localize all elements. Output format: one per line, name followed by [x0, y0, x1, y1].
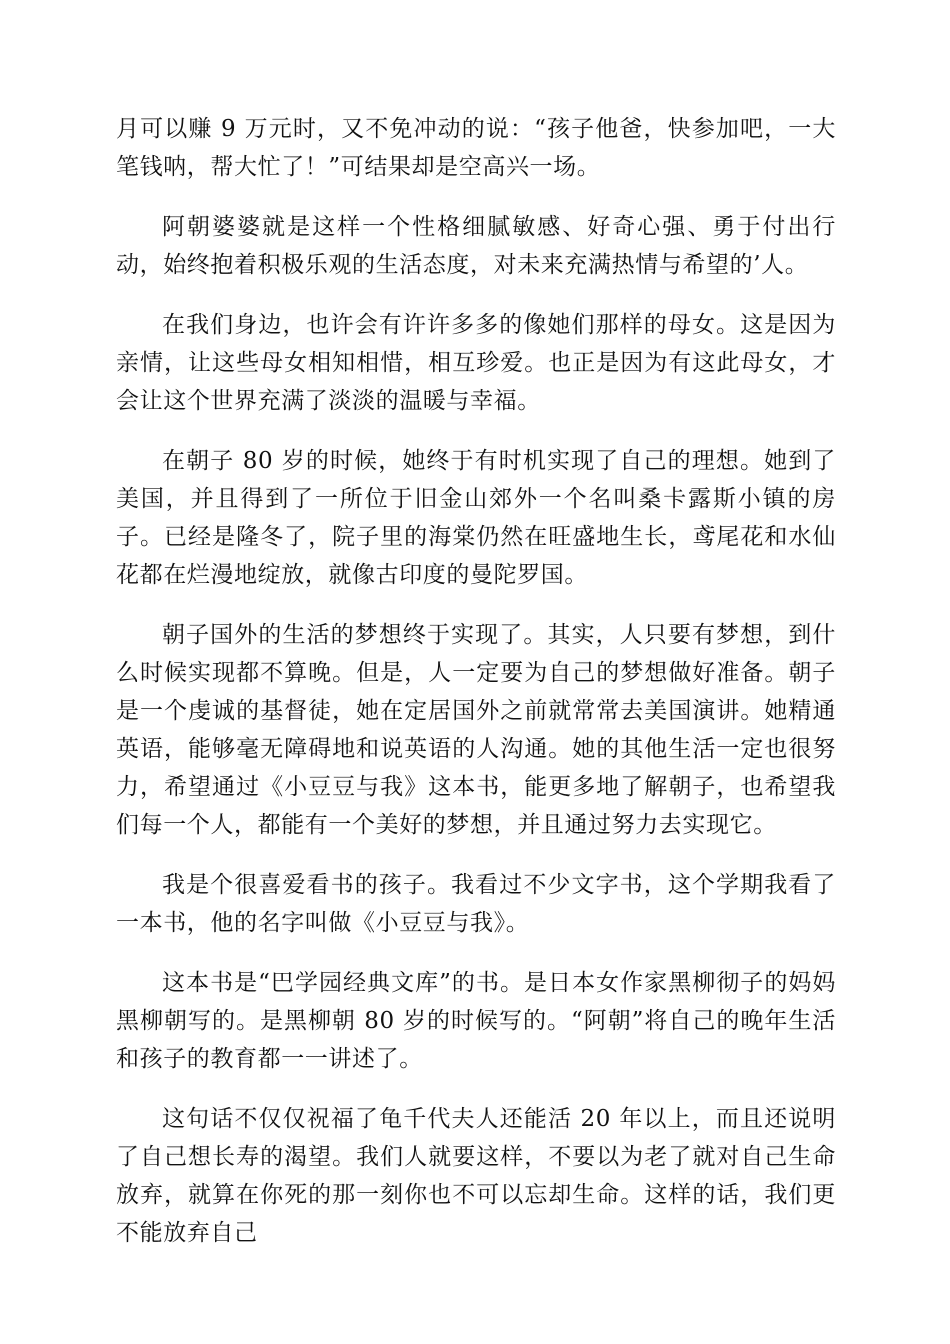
paragraph-8: 这句话不仅仅祝福了龟千代夫人还能活 20 年以上，而且还说明了自己想长寿的渴望。我们人就要这样，不要以为老了就对自己生命放弃，就算在你死的那一刻你也不可以忘却生命。这样的话，我们更不能放弃自己 [116, 1106, 836, 1246]
paragraph-5: 朝子国外的生活的梦想终于实现了。其实，人只要有梦想，到什么时候实现都不算晚。但是，人一定要为自己的梦想做好准备。朝子是一个虔诚的基督徒，她在定居国外之前就常常去美国演讲。她精通英语，能够毫无障碍地和说英语的人沟通。她的其他生活一定也很努力，希望通过《小豆豆与我》这本书，能更多地了解朝子，也希望我们每一个人，都能有一个美好的梦想，并且通过努力去实现它。 [116, 622, 836, 838]
paragraph-4: 在朝子 80 岁的时候，她终于有时机实现了自己的理想。她到了美国，并且得到了一所位于旧金山郊外一个名叫桑卡露斯小镇的房子。已经是隆冬了，院子里的海棠仍然在旺盛地生长，鸢尾花和水仙花都在烂漫地绽放，就像古印度的曼陀罗国。 [116, 448, 836, 588]
paragraph-2: 阿朝婆婆就是这样一个性格细腻敏感、好奇心强、勇于付出行动，始终抱着积极乐观的生活态度，对未来充满热情与希望的’人。 [116, 214, 836, 278]
paragraph-3: 在我们身边，也许会有许许多多的像她们那样的母女。这是因为亲情，让这些母女相知相惜，相互珍爱。也正是因为有这此母女，才会让这个世界充满了淡淡的温暖与幸福。 [116, 312, 836, 414]
paragraph-7: 这本书是“巴学园经典文库”的书。是日本女作家黑柳彻子的妈妈黑柳朝写的。是黑柳朝 80 岁的时候写的。“阿朝”将自己的晚年生活和孩子的教育都一一讲述了。 [116, 970, 836, 1072]
document-body [116, 110, 836, 1274]
paragraph-6: 我是个很喜爱看书的孩子。我看过不少文字书，这个学期我看了一本书，他的名字叫做《小豆豆与我》。 [116, 872, 836, 936]
paragraph-1: 月可以赚 9 万元时，又不免冲动的说：“孩子他爸，快参加吧，一大笔钱呐，帮大忙了！”可结果却是空高兴一场。 [116, 116, 836, 180]
